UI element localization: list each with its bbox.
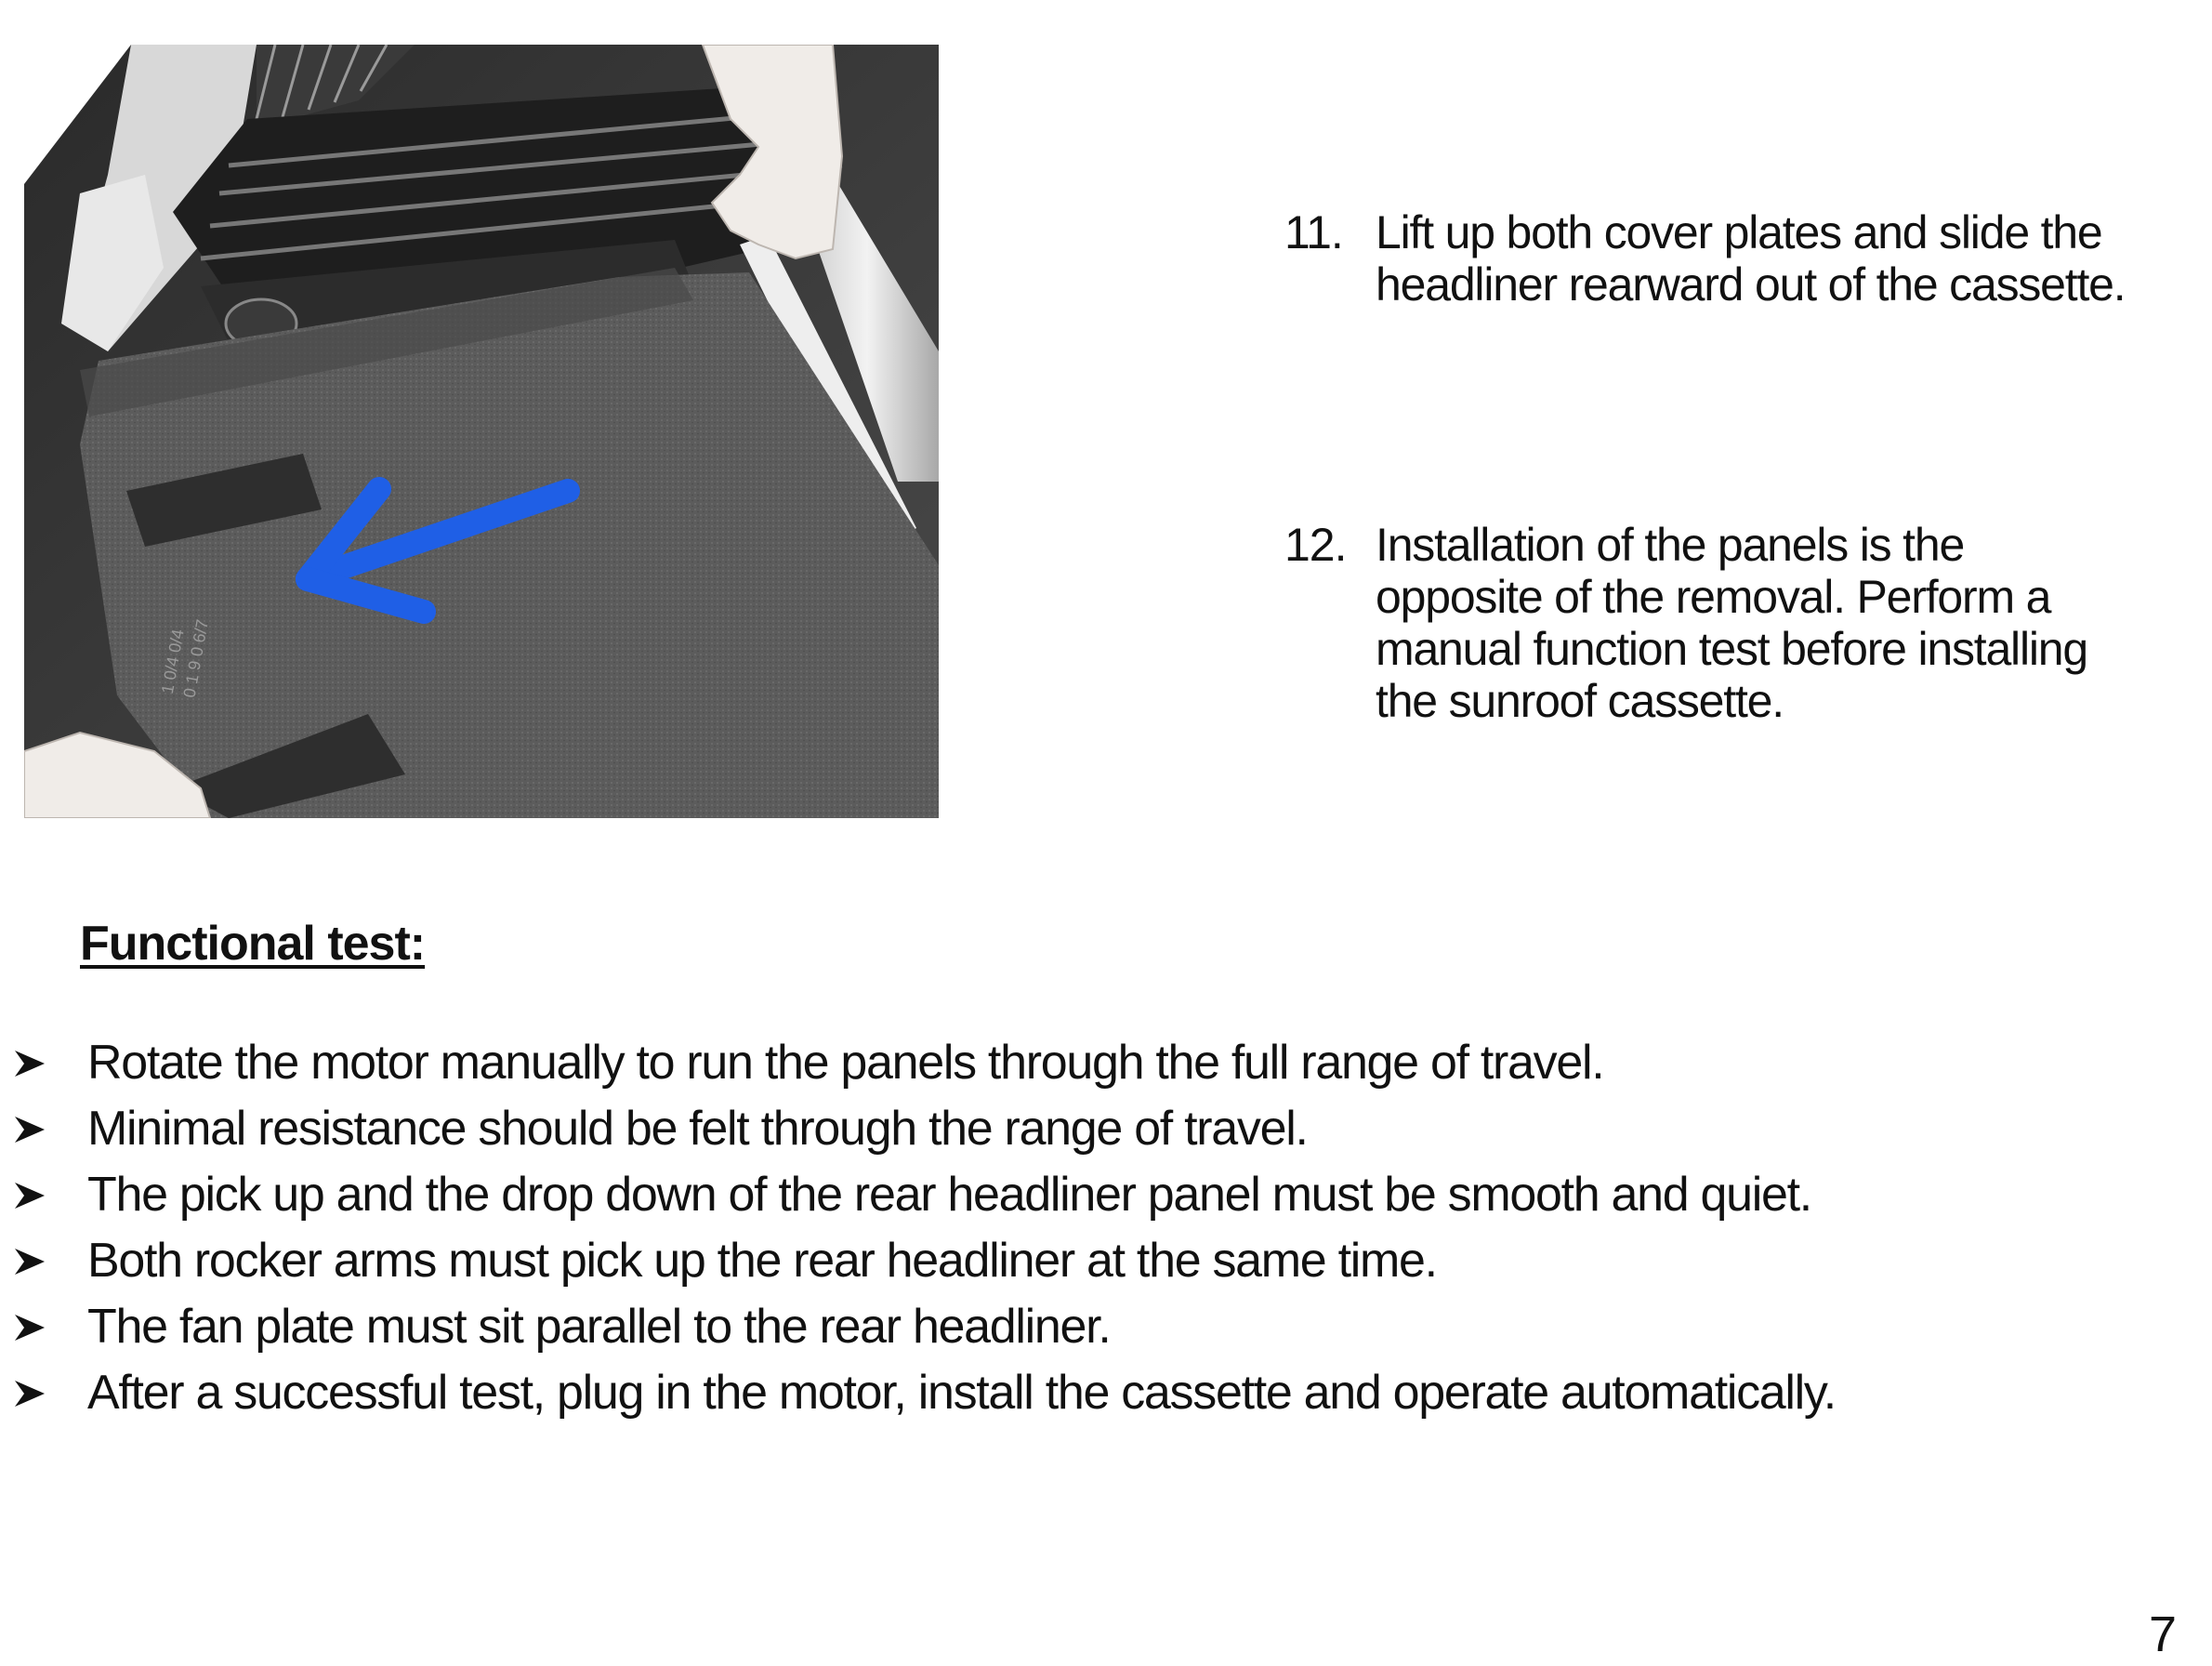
svg-text:1 0/4 0/4: 1 0/4 0/4 [157, 628, 188, 695]
step-line: manual function test before installing [1376, 623, 2087, 675]
list-item [0, 1230, 2138, 1296]
step-text [1376, 206, 2203, 311]
list-item-text: The pick up and the drop down of the rear headliner panel must be smooth and quiet. [87, 1168, 1811, 1222]
list-item [0, 1098, 2138, 1164]
page-number: 7 [2149, 1606, 2178, 1662]
list-item-text: Both rocker arms must pick up the rear headliner at the same time. [87, 1234, 1437, 1288]
arrowhead-bullet-icon [13, 1113, 46, 1146]
list-item [0, 1032, 2138, 1098]
step-line: opposite of the removal. Perform a [1376, 571, 2051, 623]
list-item-text: Rotate the motor manually to run the panels through the full range of travel. [87, 1036, 1604, 1090]
functional-test-heading: Functional test: [80, 917, 426, 971]
list-item [0, 1296, 2138, 1362]
arrowhead-bullet-icon [13, 1311, 46, 1344]
list-item-text: Minimal resistance should be felt through the range of travel. [87, 1102, 1308, 1156]
arrowhead-bullet-icon [13, 1245, 46, 1278]
list-item-text: The fan plate must sit parallel to the rear headliner. [87, 1300, 1111, 1354]
functional-test-list [0, 1032, 2138, 1428]
step-line: Lift up both cover plates and slide the [1376, 206, 2102, 258]
step-line: headliner rearward out of the cassette. [1376, 258, 2126, 311]
arrowhead-bullet-icon [13, 1179, 46, 1212]
step-text [1376, 519, 2203, 727]
step-number: 12. [1284, 519, 1347, 571]
arrowhead-bullet-icon [13, 1047, 46, 1080]
list-item [0, 1164, 2138, 1230]
step-line: the sunroof cassette. [1376, 675, 1784, 727]
photo-illustration [24, 45, 939, 818]
svg-text:0 1 9 0 6/7: 0 1 9 0 6/7 [179, 617, 212, 699]
list-item [0, 1362, 2138, 1428]
headliner-removal-photo [24, 45, 939, 818]
step-line: Installation of the panels is the [1376, 519, 1965, 571]
arrowhead-bullet-icon [13, 1377, 46, 1410]
step-number: 11. [1284, 206, 1343, 258]
list-item-text: After a successful test, plug in the motor, install the cassette and operate automatically. [87, 1366, 1836, 1420]
